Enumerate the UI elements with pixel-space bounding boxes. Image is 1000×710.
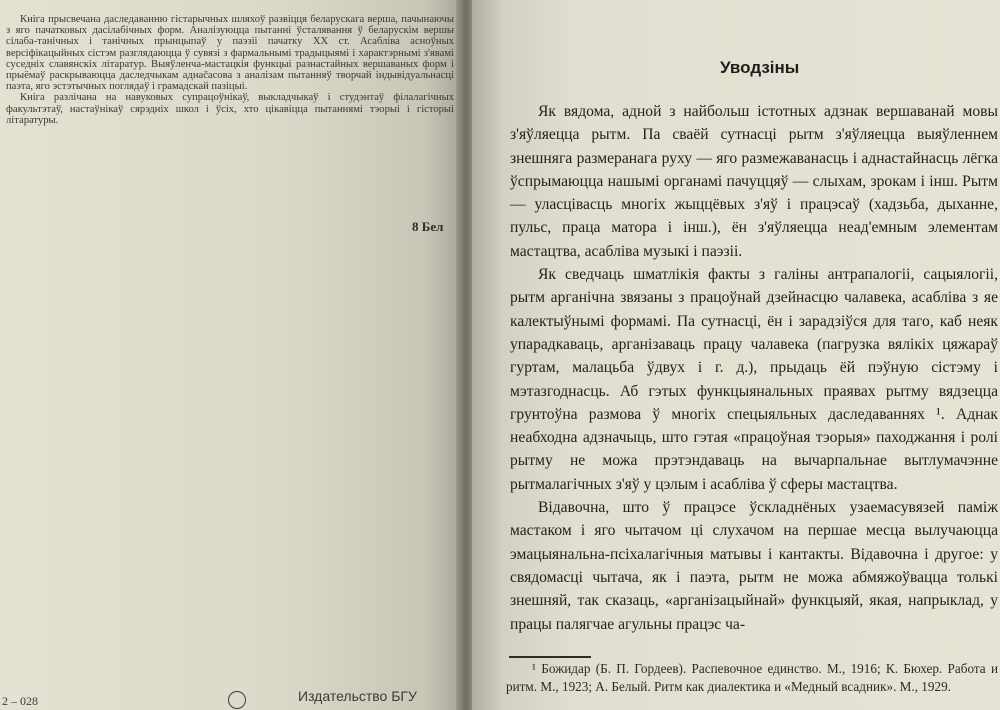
annotation-paragraph: Кніга разлічана на навуковых супрацоўнікаў, выкладчыкаў і студэнтаў філалагічных факультэтаў, настаўнікаў сярэдніх школ і ўсіх, хто цікавіцца пытаннямі тэорыі і гісторыі літаратуры. bbox=[6, 92, 454, 126]
publisher-logo-icon bbox=[228, 691, 246, 709]
left-page bbox=[0, 0, 462, 710]
body-paragraph: Як сведчаць шматлікія факты з галіны антрапалогіі, сацыялогіі, рытм арганічна звязаны з працоўнай дзейнасцю чалавека, асабліва з яе калектыўнымі формамі. Па сутнасці, ён і зарадзіўся для таго, каб неяк упарадкаваць, арганізаваць працу чалавека (пагрузка вялікіх цяжараў гуртам, малацьба ўдвух і г. д.), прыдаць ёй пэўную сістэму і мэтазгоднасць. Аб гэтых функцыянальных праявах рытму вядзецца грунтоўна размова ў многіх спецыяльных даследаваннях ¹. Аднак неабходна адзначыць, што гэтая «працоўная тэорыя» паходжання і ролі рытму не можа прэтэндаваць на вычарпальнае вытлумачэнне рытмалагічных з'яў у цэлым і асабліва ў сферы мастацтва. bbox=[510, 266, 998, 493]
classification-mark: 8 Бел bbox=[412, 219, 444, 234]
body-paragraph: Відавочна, што ў працэсе ўскладнёных узаемасувязей паміж мастаком і яго чытачом ці слухачом на першае месца вылучаюцца эмацыянальна-псіхалагічныя матывы і кантакты. Відавочна і другое: у свядомасці чытача, як і паэта, рытм не можа абмяжоўвацца толькі знешняй, так сказаць, «арганізацыйнай» функцыяй, якая, напрыклад, у працы палягчае агульны працэс ча- bbox=[510, 499, 998, 633]
body-paragraph: Як вядома, адной з найбольш істотных адзнак вершаванай мовы з'яўляецца рытм. Па сваёй сутнасці рытм з'яўляецца выяўленнем знешняга размеранага руху — яго размежаванасць і аднастайнасць лёгка ўспрымаюцца нашымі органамі пачуццяў — слыхам, зрокам і інш. Рытм — уласцівасць многіх жыццёвых з'яў і працэсаў (хадзьба, дыханне, пульс, праца матора і інш.), ён з'яўляецца неад'емным элементам мастацтва, асабліва музыкі і паэзіі. bbox=[510, 103, 998, 260]
footnotes bbox=[506, 660, 998, 695]
imprint-code: 2 – 028 bbox=[2, 694, 38, 708]
book-annotation bbox=[6, 14, 454, 126]
body-text bbox=[510, 100, 998, 636]
footnote: ¹ Божидар (Б. П. Гордеев). Распевочное единство. М., 1916; К. Бюхер. Работа и ритм. М., 1923; А. Белый. Ритм как диалектика и «Медный всадник». М., 1929. bbox=[506, 661, 998, 694]
footnote-divider bbox=[509, 656, 591, 658]
publisher-name: Издательство БГУ bbox=[298, 688, 417, 704]
chapter-title: Уводзіны bbox=[720, 58, 800, 77]
annotation-paragraph: Кніга прысвечана даследаванню гістарычных шляхоў развіцця беларускага верша, пачынаючы з яго пачатковых дасілабічных форм. Аналізуюцца пытанні ўсталявання ў беларускім вершы сілаба-танічных і танічных прынцыпаў у паэзіі пачатку XX ст. Асабліва асноўных версіфікацыйных сістэм разглядаюцца ў сувязі з фармальнымі традыцыямі і характэрнымі з'явамі суседніх славянскіх літаратур. Выяўленча-мастацкія функцыі разнастайных вершаваных форм і прыёмаў раскрываюцца даследчыкам аднačасова з аналізам пытанняў творчай індывідуальнасці паэта, яго эстэтычных поглядаў і грамадскай пазіцыі. bbox=[6, 14, 454, 93]
